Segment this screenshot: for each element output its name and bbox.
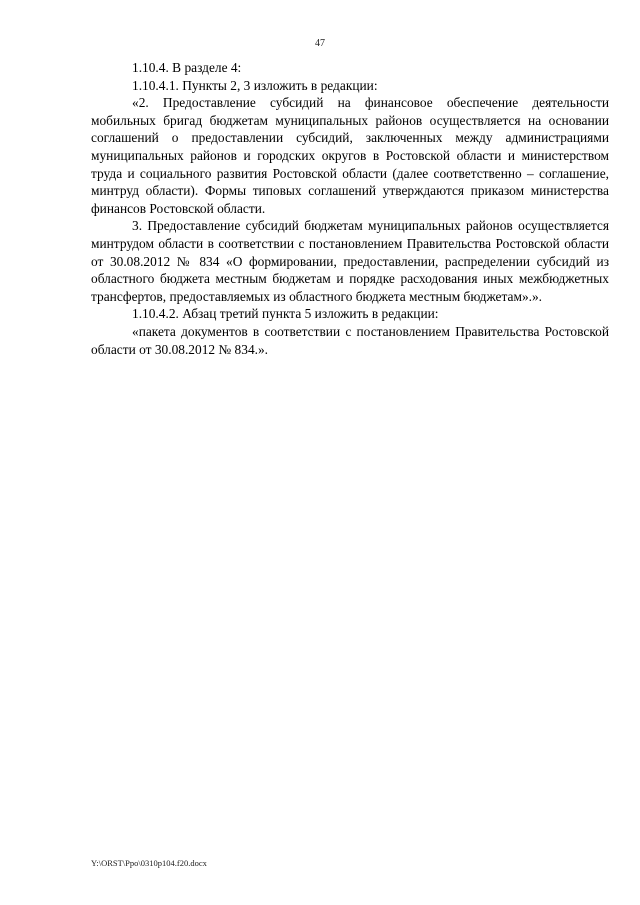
footer-file-path: Y:\ORST\Ppo\0310p104.f20.docx bbox=[91, 858, 207, 868]
document-body bbox=[91, 59, 609, 358]
paragraph-subsection-2-heading: 1.10.4.2. Абзац третий пункта 5 изложить в редакции: bbox=[132, 306, 439, 322]
paragraph-item-3: 3. Предоставление субсидий бюджетам муниципальных районов осуществляется минтрудом области в соответствии с постановлением Правительства Ростовской области от 30.08.2012 № 834 «О формировании, предоставлении, распределении субсидий из областного бюджета местным бюджетам и порядке расходования иных межбюджетных трансфертов, предоставляемых из областного бюджета местным бюджетам».». bbox=[91, 218, 609, 304]
paragraph-amendment-text: «пакета документов в соответствии с постановлением Правительства Ростовской области от 30.08.2012 № 834.». bbox=[91, 323, 609, 357]
paragraph-subsection-heading: 1.10.4.1. Пункты 2, 3 изложить в редакции: bbox=[132, 77, 378, 93]
paragraph-item-2: «2. Предоставление субсидий на финансовое обеспечение деятельности мобильных бригад бюджетам муниципальных районов осуществляется на основании соглашений о предоставлении субсидий, заключенных между администрациями муниципальных районов и городских округов в Ростовской области и министерством труда и социального развития Ростовской области (далее соответственно – соглашение, минтруд области). Формы типовых соглашений утверждаются приказом министерства финансов Ростовской области. bbox=[91, 95, 609, 216]
paragraph-section-heading: 1.10.4. В разделе 4: bbox=[132, 60, 242, 75]
page-number: 47 bbox=[315, 38, 325, 49]
